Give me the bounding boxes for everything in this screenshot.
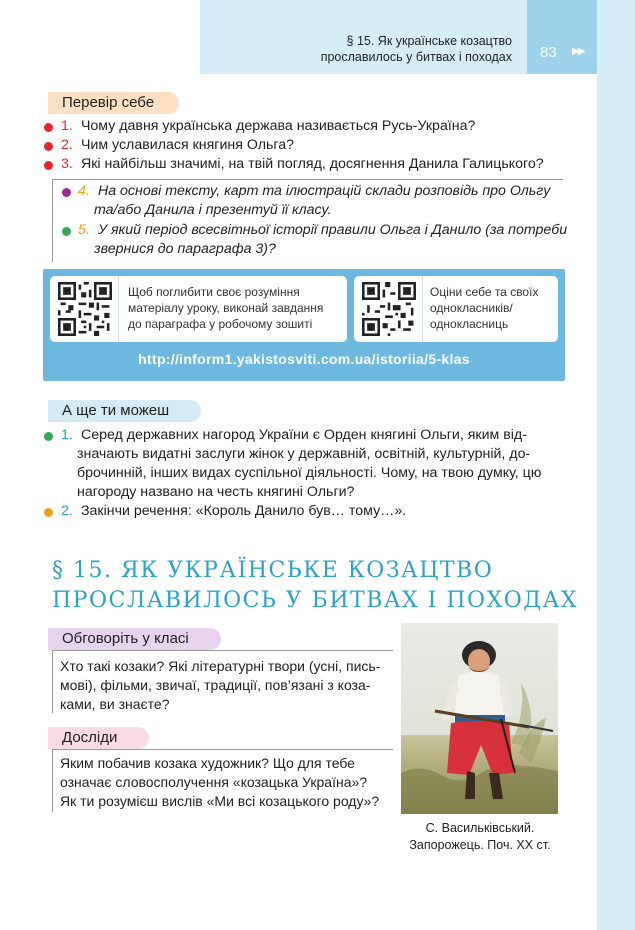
green-dot-icon xyxy=(62,227,71,236)
red-dot-icon xyxy=(44,142,53,151)
red-dot-icon xyxy=(44,161,53,170)
question-text-line1: На основі тексту, карт та ілюстрацій склади розповідь про Ольгу xyxy=(97,183,551,199)
double-arrow-right-icon[interactable]: ▶▶ xyxy=(572,46,584,57)
page-number: 83 xyxy=(540,44,557,61)
question-4-cont: та/або Данила і презентуй її класу. xyxy=(94,202,332,218)
caption-line: Запорожець. Поч. XX ст. xyxy=(409,838,551,852)
discuss-line: мові), фільми, звичаї, традиції, пов’язані з коза- xyxy=(60,677,371,693)
extra-task-1-line2: значають видатні заслуги жінок у державній, освітній, культурній, до- xyxy=(77,446,531,462)
workbook-card[interactable] xyxy=(50,276,347,342)
question-number: 3. xyxy=(61,156,73,172)
task-number: 2. xyxy=(61,503,73,519)
question-3 xyxy=(61,155,544,174)
resource-url-link[interactable]: http://inform1.yakistosviti.com.ua/istoriia/5-klas xyxy=(138,351,470,367)
question-number: 4. xyxy=(78,183,90,199)
cossack-painting xyxy=(401,623,558,814)
question-text: Чому давня українська держава називається Русь-Україна? xyxy=(80,118,476,134)
check-yourself-label: Перевір себе xyxy=(48,92,179,114)
header-title-line1: § 15. Як українське козацтво xyxy=(346,34,512,48)
page-sidebar xyxy=(597,0,635,930)
discuss-line: ками, ви знаєте? xyxy=(60,696,170,712)
painting-caption xyxy=(403,820,557,854)
discuss-text xyxy=(60,657,380,714)
extra-task-1 xyxy=(61,426,561,445)
card-line: до параграфа у робочому зошиті xyxy=(128,317,313,331)
card-line: однокласниць xyxy=(430,317,509,331)
card-divider xyxy=(118,276,119,342)
caption-line: С. Васильківський. xyxy=(425,821,535,835)
red-dot-icon xyxy=(44,123,53,132)
question-2 xyxy=(61,136,294,155)
task-text: Закінчи речення: «Король Данило був… тому…». xyxy=(80,503,407,519)
extra-task-1-line4: нагороду названо на честь княгині Ольги? xyxy=(77,484,355,500)
card-line: Щоб поглибити своє розуміння xyxy=(128,285,300,299)
self-assessment-card[interactable] xyxy=(354,276,558,342)
section-title-line1: § 15. ЯК УКРАЇНСЬКЕ КОЗАЦТВО xyxy=(52,558,494,583)
question-number: 1. xyxy=(61,118,73,134)
task-line: Серед державних нагород України є Орден княгині Ольги, яким від- xyxy=(80,427,527,443)
research-line: Яким побачив козака художник? Що для тебе xyxy=(60,755,355,771)
question-text-line1: У який період всесвітньої історії правили Ольга і Данило (за потреби xyxy=(97,222,568,238)
you-can-also-label: А ще ти можеш xyxy=(48,400,201,422)
card-line: матеріалу уроку, виконай завдання xyxy=(128,301,324,315)
purple-dot-icon xyxy=(62,188,71,197)
self-assessment-card-text xyxy=(430,284,538,332)
task-number: 1. xyxy=(61,427,73,443)
research-label: Досліди xyxy=(48,727,149,749)
question-5-cont: звернися до параграфа 3)? xyxy=(94,241,276,257)
card-divider xyxy=(422,276,423,342)
question-text: Які найбільш значимі, на твій погляд, досягнення Данила Галицького? xyxy=(80,156,544,172)
card-line: однокласників/ xyxy=(430,301,513,315)
extra-task-2 xyxy=(61,502,406,521)
discuss-line: Хто такі козаки? Які літературні твори (усні, пись- xyxy=(60,658,381,674)
card-line: Оціни себе та своїх xyxy=(430,285,539,299)
orange-dot-icon xyxy=(44,508,53,517)
qr-code-icon[interactable] xyxy=(58,282,112,336)
question-1 xyxy=(61,117,475,136)
workbook-card-text xyxy=(128,284,323,332)
green-dot-icon xyxy=(44,432,53,441)
question-4 xyxy=(78,182,550,201)
section-title xyxy=(52,556,578,616)
research-text xyxy=(60,754,379,811)
discuss-label: Обговоріть у класі xyxy=(48,628,221,650)
online-resources-box xyxy=(43,269,565,381)
question-text: Чим уславилася княгиня Ольга? xyxy=(80,137,295,153)
question-number: 2. xyxy=(61,137,73,153)
qr-code-icon[interactable] xyxy=(362,282,416,336)
research-line: означає словосполучення «козацька Україна»? xyxy=(60,774,368,790)
research-line: Як ти розумієш вислів «Ми всі козацького роду»? xyxy=(60,793,380,809)
header-title xyxy=(321,33,512,65)
section-title-line2: ПРОСЛАВИЛОСЬ У БИТВАХ І ПОХОДАХ xyxy=(52,588,578,613)
page-number-tab xyxy=(527,0,597,74)
question-5 xyxy=(78,221,567,240)
header-title-line2: прославилось у битвах і походах xyxy=(320,50,512,64)
question-number: 5. xyxy=(78,222,90,238)
cossack-painting-image xyxy=(401,623,558,814)
extra-task-1-line3: брочинній, інших видах суспільної діяльності. Чому, на твою думку, цю xyxy=(77,465,542,481)
